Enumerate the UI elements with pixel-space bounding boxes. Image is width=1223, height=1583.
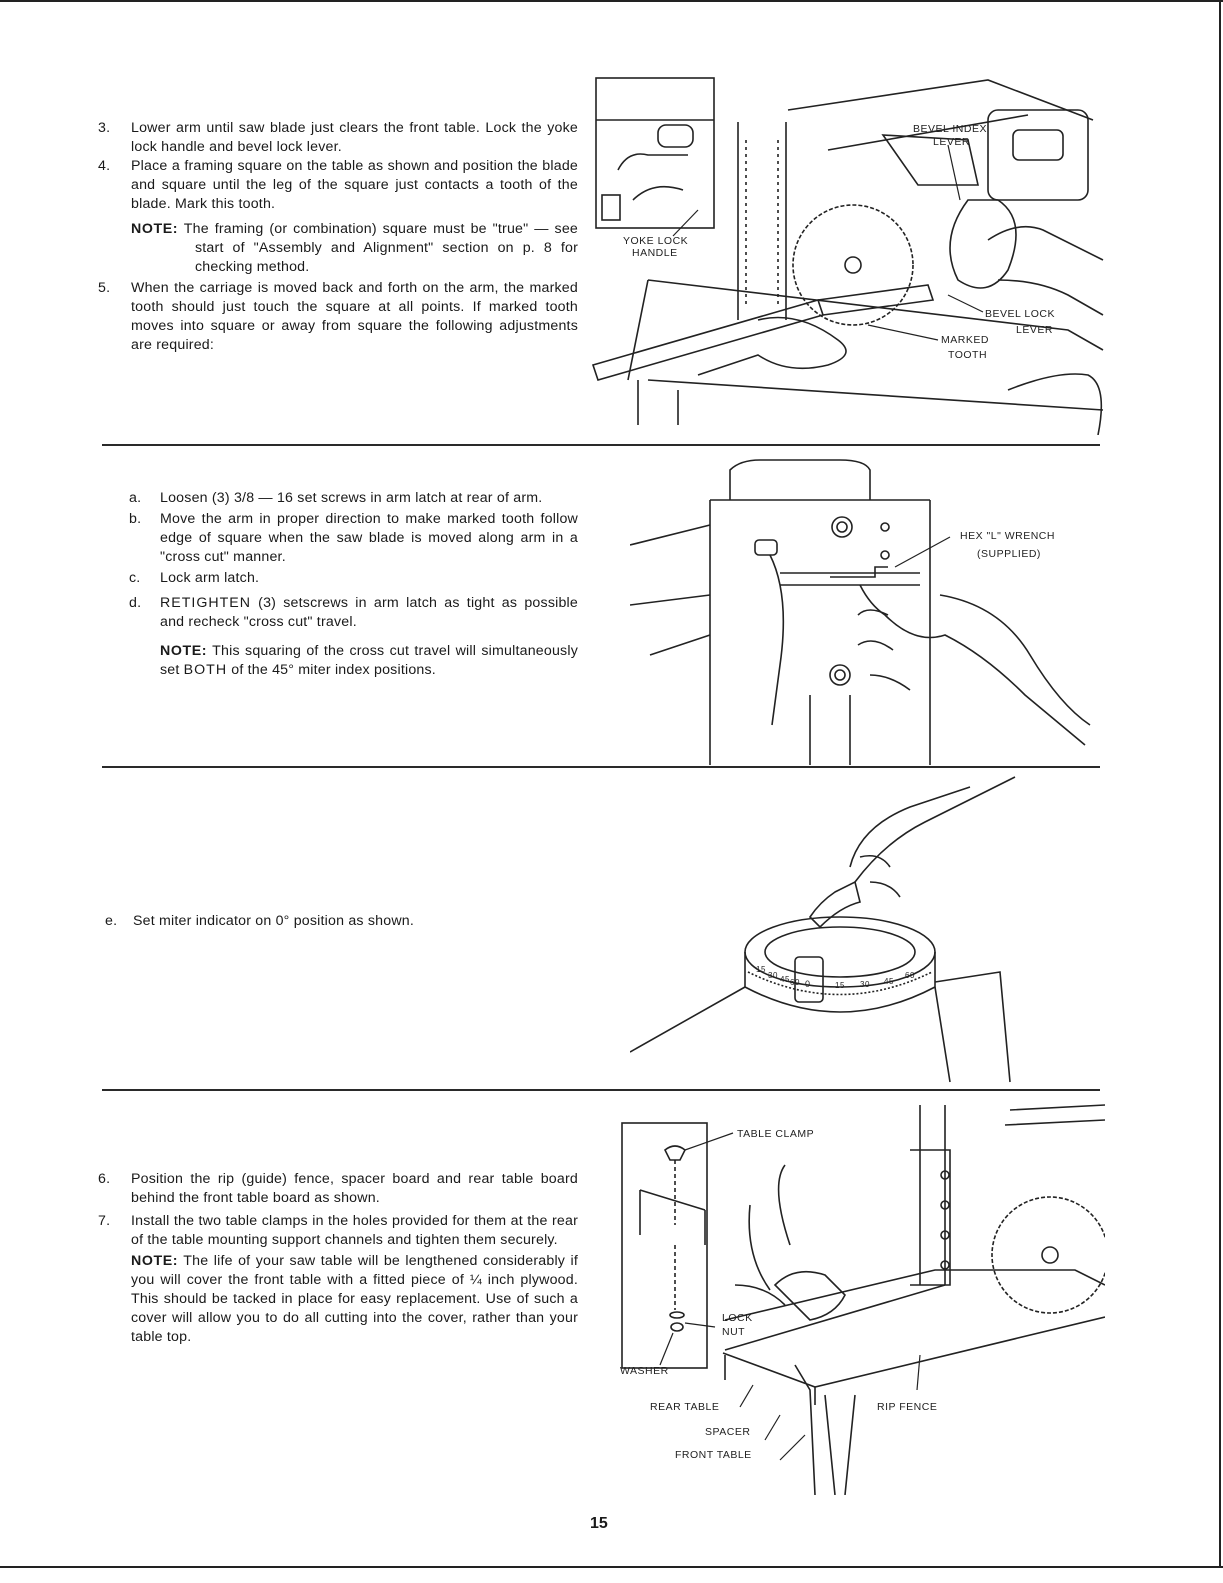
- step-5: [98, 279, 578, 355]
- step-text: Place a framing square on the table as shown and position the blade and square until the leg of the square just contacts a tooth of the blade. Mark this tooth.: [131, 158, 578, 212]
- label-bevel-index-lever: BEVEL INDEX: [913, 123, 987, 135]
- section-2-text: [129, 489, 578, 680]
- section-3-text: [105, 912, 525, 931]
- step-letter: b.: [129, 511, 142, 527]
- label-bevel-lock-lever-2: LEVER: [1016, 324, 1053, 336]
- step-6: [98, 1170, 578, 1208]
- step-number: 6.: [98, 1171, 111, 1187]
- label-front-table: FRONT TABLE: [675, 1449, 752, 1461]
- dial-number-zero: 0: [805, 979, 811, 989]
- label-yoke-lock-handle-2: HANDLE: [632, 247, 678, 259]
- note-label: NOTE:: [160, 643, 208, 659]
- dial-number: 60: [790, 978, 800, 987]
- note-squaring: [160, 642, 578, 680]
- label-hex-l-wrench: HEX "L" WRENCH: [960, 530, 1055, 542]
- label-rear-table: REAR TABLE: [650, 1401, 720, 1413]
- label-washer: WASHER: [620, 1365, 669, 1377]
- note-framing-square: [131, 220, 578, 277]
- step-b: [129, 510, 578, 567]
- step-e: [105, 912, 525, 931]
- label-rip-fence: RIP FENCE: [877, 1401, 938, 1413]
- dial-number: 60: [905, 971, 915, 980]
- section-divider-3: [102, 1089, 1100, 1091]
- label-lock-nut-2: NUT: [722, 1326, 746, 1338]
- step-text: Install the two table clamps in the holes provided for them at the rear of the table mounting support channels and tighten them securely.: [131, 1213, 578, 1248]
- label-marked-tooth-2: TOOTH: [948, 349, 988, 361]
- note-text: This squaring of the cross cut travel will simultaneously set: [160, 643, 578, 678]
- dial-number: 15: [756, 965, 766, 974]
- step-letter: e.: [105, 913, 118, 929]
- step-7: [98, 1212, 578, 1250]
- label-table-clamp: TABLE CLAMP: [737, 1128, 815, 1140]
- step-d: [129, 594, 578, 632]
- label-spacer: SPACER: [705, 1426, 751, 1438]
- page-border-bottom: [0, 1566, 1223, 1568]
- step-text: Set miter indicator on 0° position as shown.: [133, 913, 415, 929]
- label-lock-nut: LOCK: [722, 1312, 753, 1324]
- figure-table-clamps: [605, 1095, 1105, 1495]
- step-text: Move the arm in proper direction to make marked tooth follow edge of square when the saw blade is moved along arm in a "cross cut" manner.: [160, 511, 578, 565]
- page-border-right: [1219, 0, 1221, 1568]
- step-letter: d.: [129, 595, 142, 611]
- page-border-top: [0, 0, 1223, 2]
- note-label: NOTE:: [131, 1253, 179, 1269]
- label-bevel-index-lever-2: LEVER: [933, 136, 970, 148]
- step-text: Loosen (3) 3/8 — 16 set screws in arm latch at rear of arm.: [160, 490, 543, 506]
- step-number: 4.: [98, 158, 111, 174]
- step-text: Position the rip (guide) fence, spacer board and rear table board behind the front table board as shown.: [131, 1171, 578, 1206]
- section-divider-1: [102, 444, 1100, 446]
- note-text-end: of the 45° miter index positions.: [227, 662, 436, 678]
- step-4: [98, 157, 578, 214]
- label-bevel-lock-lever: BEVEL LOCK: [985, 308, 1055, 320]
- section-1-text: [98, 119, 578, 355]
- step-text: Lock arm latch.: [160, 570, 260, 586]
- dial-number: 30: [768, 971, 778, 980]
- step-number: 5.: [98, 280, 111, 296]
- label-marked-tooth: MARKED: [941, 334, 989, 346]
- dial-number: 45: [780, 975, 790, 984]
- step-letter: a.: [129, 490, 142, 506]
- step-text: (3) setscrews in arm latch as tight as possible and recheck "cross cut" travel.: [160, 595, 578, 630]
- step-number: 7.: [98, 1213, 111, 1229]
- step-text: Lower arm until saw blade just clears the front table. Lock the yoke lock handle and bevel lock lever.: [131, 120, 578, 155]
- label-hex-l-wrench-supplied: (SUPPLIED): [977, 548, 1041, 560]
- figure-arm-latch: [630, 455, 1100, 765]
- note-text: The framing (or combination) square must be "true" — see start of "Assembly and Alignment" section on p. 8 for checking method.: [183, 221, 578, 275]
- step-letter: c.: [129, 570, 141, 586]
- figure-miter-indicator: [630, 772, 1030, 1087]
- figure-saw-alignment: [588, 50, 1108, 435]
- step-emphasis: RETIGHTEN: [160, 595, 251, 611]
- note-table-cover: [131, 1252, 578, 1347]
- step-a: [129, 489, 578, 508]
- note-label: NOTE:: [131, 221, 179, 237]
- step-number: 3.: [98, 120, 111, 136]
- note-text: The life of your saw table will be lengthened considerably if you will cover the front table with a fitted piece of ¼ inch plywood. This should be tacked in place for easy replacement. Use of such a cover will allow you to do all cutting into the cover, rather than your table top.: [131, 1253, 578, 1345]
- label-yoke-lock-handle: YOKE LOCK: [623, 235, 689, 247]
- page-number: 15: [590, 1515, 608, 1532]
- note-emphasis: BOTH: [183, 662, 228, 678]
- section-4-text: [98, 1170, 578, 1347]
- step-c: [129, 569, 578, 588]
- dial-number: 45: [884, 977, 894, 986]
- dial-number: 30: [860, 980, 870, 989]
- step-text: When the carriage is moved back and forth on the arm, the marked tooth should just touch the square at all points. If marked tooth moves into square or away from square the following adjustments are required:: [131, 280, 578, 353]
- step-3: [98, 119, 578, 157]
- dial-number: 15: [835, 981, 845, 990]
- section-divider-2: [102, 766, 1100, 768]
